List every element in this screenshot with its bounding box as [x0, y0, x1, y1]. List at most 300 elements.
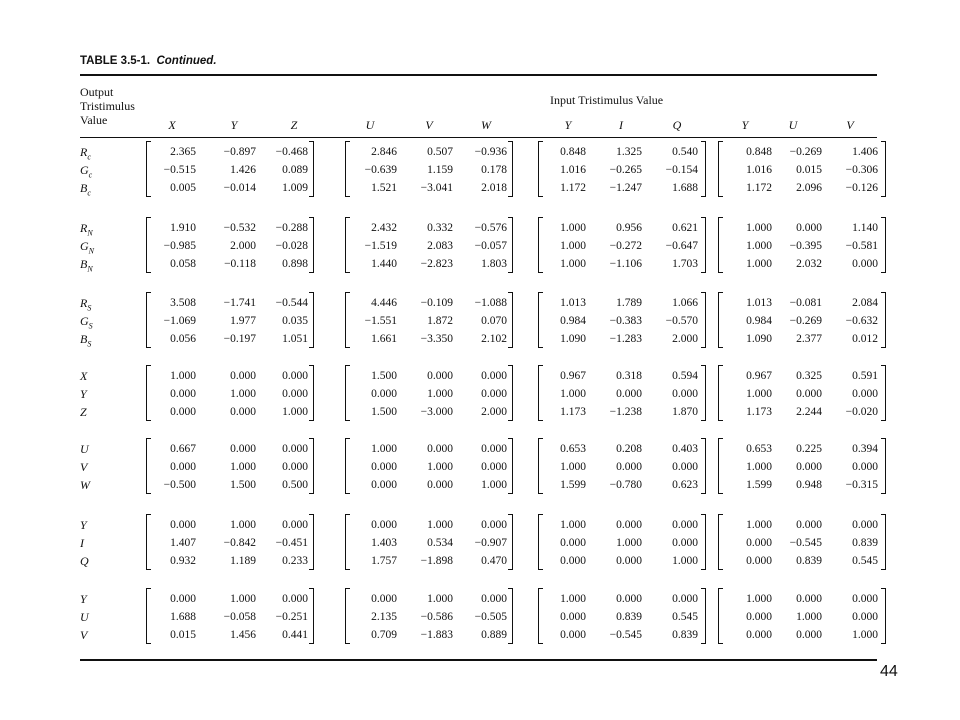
matrix-cell: 1.000: [560, 593, 586, 605]
matrix: [538, 438, 706, 494]
row-label-main: V: [80, 460, 88, 474]
matrix-cell: 1.325: [616, 146, 642, 158]
matrix-cell: 0.000: [560, 629, 586, 641]
matrix-cell: −0.395: [789, 240, 822, 252]
column-header: V: [425, 118, 433, 132]
matrix-cell: 1.803: [481, 258, 507, 270]
matrix-cell: 1.406: [852, 146, 878, 158]
matrix-cell: 2.365: [170, 146, 196, 158]
matrix-cell: 0.594: [672, 370, 698, 382]
matrix-cell: 1.977: [230, 315, 256, 327]
matrix-cell: 1.000: [560, 240, 586, 252]
right-bracket: [701, 514, 706, 570]
row-label-main: B: [80, 181, 88, 195]
matrix: [538, 514, 706, 570]
matrix-cell: −0.985: [163, 240, 196, 252]
matrix-cell: 0.000: [746, 629, 772, 641]
matrix: [718, 588, 886, 644]
matrix-cell: 0.839: [672, 629, 698, 641]
matrix-cell: 1.000: [746, 258, 772, 270]
matrix-cell: 1.000: [230, 519, 256, 531]
matrix-cell: 1.000: [230, 593, 256, 605]
row-label-main: U: [80, 442, 89, 456]
matrix-cell: 1.000: [560, 461, 586, 473]
matrix-cell: 0.056: [170, 333, 196, 345]
matrix-cell: 0.507: [427, 146, 453, 158]
matrix-cell: 0.000: [796, 629, 822, 641]
row-label-main: B: [80, 332, 88, 346]
matrix-cell: 0.000: [672, 519, 698, 531]
matrix-cell: −0.315: [845, 479, 878, 491]
right-bracket: [881, 141, 886, 197]
matrix-cell: 0.889: [481, 629, 507, 641]
matrix-cell: 1.872: [427, 315, 453, 327]
matrix-cell: 1.000: [560, 222, 586, 234]
matrix-cell: 0.000: [616, 593, 642, 605]
matrix-cell: 0.000: [852, 461, 878, 473]
matrix-cell: 1.870: [672, 406, 698, 418]
matrix-cell: 0.898: [282, 258, 308, 270]
matrix-cell: 0.839: [796, 555, 822, 567]
matrix-cell: 3.508: [170, 297, 196, 309]
matrix: [146, 141, 314, 197]
matrix-cell: 1.066: [672, 297, 698, 309]
matrix-cell: −0.632: [845, 315, 878, 327]
matrix-cell: 1.000: [746, 461, 772, 473]
matrix: [718, 141, 886, 197]
matrix-cell: −1.088: [474, 297, 507, 309]
column-header: Y: [230, 118, 238, 132]
row-label: [80, 314, 93, 330]
matrix-cell: 0.000: [672, 388, 698, 400]
matrix-cell: 0.000: [230, 406, 256, 418]
right-bracket: [881, 365, 886, 421]
matrix-cell: 0.848: [560, 146, 586, 158]
matrix-cell: 1.000: [371, 443, 397, 455]
column-header: W: [481, 118, 491, 132]
matrix-cell: 1.661: [371, 333, 397, 345]
matrix-cell: 0.000: [560, 611, 586, 623]
matrix-cell: −0.505: [474, 611, 507, 623]
row-label: [80, 478, 90, 494]
right-bracket: [508, 588, 513, 644]
row-label: [80, 628, 87, 644]
matrix-cell: 0.000: [796, 388, 822, 400]
row-label-main: G: [80, 239, 89, 253]
matrix: [146, 438, 314, 494]
matrix-cell: −1.883: [420, 629, 453, 641]
row-label-main: U: [80, 610, 89, 624]
matrix: [146, 514, 314, 570]
matrix-cell: 1.173: [746, 406, 772, 418]
matrix-cell: 1.000: [746, 519, 772, 531]
matrix-cell: 0.000: [170, 461, 196, 473]
matrix: [718, 514, 886, 570]
matrix-cell: 0.623: [672, 479, 698, 491]
matrix-cell: −0.647: [665, 240, 698, 252]
matrix-cell: 1.599: [560, 479, 586, 491]
matrix-cell: −0.515: [163, 164, 196, 176]
matrix: [345, 514, 513, 570]
matrix-cell: −0.118: [224, 258, 256, 270]
matrix-cell: 1.000: [852, 629, 878, 641]
matrix-cell: 2.244: [796, 406, 822, 418]
matrix-cell: 1.403: [371, 537, 397, 549]
matrix-cell: 0.839: [852, 537, 878, 549]
matrix-cell: 0.000: [170, 406, 196, 418]
page-number: 44: [880, 663, 898, 680]
matrix-cell: 2.096: [796, 182, 822, 194]
row-label-main: Q: [80, 554, 89, 568]
matrix-cell: 2.000: [230, 240, 256, 252]
matrix-cell: 0.000: [170, 593, 196, 605]
matrix-cell: −0.126: [845, 182, 878, 194]
matrix-cell: 0.000: [746, 555, 772, 567]
row-label: [80, 554, 89, 570]
matrix-cell: −0.842: [223, 537, 256, 549]
matrix-cell: 0.000: [672, 537, 698, 549]
matrix-cell: 1.189: [230, 555, 256, 567]
matrix-cell: 1.789: [616, 297, 642, 309]
row-label-main: R: [80, 221, 88, 235]
row-label-main: R: [80, 145, 88, 159]
matrix-cell: 1.000: [230, 461, 256, 473]
right-bracket: [881, 588, 886, 644]
matrix-cell: 0.000: [560, 537, 586, 549]
matrix-cell: 1.016: [560, 164, 586, 176]
right-bracket: [701, 141, 706, 197]
row-label-subscript: N: [87, 264, 93, 274]
column-header: Y: [564, 118, 572, 132]
right-bracket: [881, 292, 886, 348]
matrix-cell: 0.709: [371, 629, 397, 641]
matrix-cell: 1.140: [852, 222, 878, 234]
matrix-cell: −0.581: [845, 240, 878, 252]
matrix-cell: 0.035: [282, 315, 308, 327]
matrix-cell: 1.051: [282, 333, 308, 345]
matrix-cell: 4.446: [371, 297, 397, 309]
matrix-cell: 0.015: [170, 629, 196, 641]
matrix-cell: 0.394: [852, 443, 878, 455]
matrix-cell: −0.570: [665, 315, 698, 327]
matrix-cell: 0.000: [481, 519, 507, 531]
matrix-cell: 1.426: [230, 164, 256, 176]
row-label-main: V: [80, 628, 88, 642]
row-label: [80, 369, 87, 385]
matrix-cell: 0.000: [481, 461, 507, 473]
matrix-cell: 1.000: [481, 479, 507, 491]
row-label: [80, 145, 91, 161]
right-bracket: [309, 365, 314, 421]
column-header: Y: [741, 118, 749, 132]
matrix: [146, 588, 314, 644]
matrix-cell: 1.000: [230, 388, 256, 400]
matrix-cell: 0.967: [560, 370, 586, 382]
matrix-cell: 2.032: [796, 258, 822, 270]
matrix-cell: 0.000: [481, 443, 507, 455]
matrix-cell: 0.545: [672, 611, 698, 623]
matrix-cell: 1.016: [746, 164, 772, 176]
table-subtitle: Continued.: [156, 55, 217, 67]
row-label-main: Z: [80, 405, 87, 419]
matrix-cell: −0.269: [789, 146, 822, 158]
matrix-cell: 0.000: [616, 461, 642, 473]
matrix-cell: 0.000: [282, 388, 308, 400]
matrix-cell: 1.407: [170, 537, 196, 549]
bottom-rule: [80, 659, 877, 661]
matrix-cell: −1.106: [609, 258, 642, 270]
row-label-subscript: N: [87, 228, 93, 238]
right-bracket: [309, 292, 314, 348]
matrix-cell: −0.544: [275, 297, 308, 309]
matrix-cell: 1.000: [560, 258, 586, 270]
matrix-cell: 0.000: [230, 370, 256, 382]
matrix: [718, 292, 886, 348]
matrix-cell: 1.500: [371, 406, 397, 418]
matrix-cell: −0.081: [789, 297, 822, 309]
matrix: [146, 217, 314, 273]
row-label: [80, 405, 87, 421]
row-label-main: G: [80, 163, 89, 177]
matrix: [345, 292, 513, 348]
matrix-cell: 1.440: [371, 258, 397, 270]
matrix-cell: 1.688: [170, 611, 196, 623]
matrix-cell: −0.269: [789, 315, 822, 327]
right-bracket: [508, 141, 513, 197]
right-bracket: [701, 292, 706, 348]
matrix-cell: 0.956: [616, 222, 642, 234]
matrix: [345, 588, 513, 644]
matrix-cell: −0.154: [665, 164, 698, 176]
row-label: [80, 536, 84, 552]
matrix-cell: 2.018: [481, 182, 507, 194]
matrix-cell: 0.325: [796, 370, 822, 382]
matrix-cell: −0.936: [474, 146, 507, 158]
matrix-cell: 0.000: [616, 388, 642, 400]
right-bracket: [309, 438, 314, 494]
matrix-cell: 0.000: [371, 388, 397, 400]
column-header: U: [788, 118, 798, 132]
matrix-cell: 1.009: [282, 182, 308, 194]
matrix-cell: 0.000: [852, 611, 878, 623]
right-bracket: [508, 438, 513, 494]
row-label: [80, 592, 87, 608]
matrix-cell: 2.135: [371, 611, 397, 623]
matrix-cell: −0.383: [609, 315, 642, 327]
matrix-cell: −0.020: [845, 406, 878, 418]
table-title: [80, 55, 217, 67]
matrix-cell: 2.083: [427, 240, 453, 252]
matrix: [345, 217, 513, 273]
matrix-cell: 0.000: [672, 461, 698, 473]
matrix-cell: −0.545: [609, 629, 642, 641]
matrix-cell: 0.332: [427, 222, 453, 234]
matrix-cell: 0.000: [746, 537, 772, 549]
matrix-cell: 1.000: [427, 519, 453, 531]
column-header: U: [365, 118, 375, 132]
column-header: X: [168, 118, 176, 132]
matrix-cell: 0.000: [371, 519, 397, 531]
matrix-cell: 1.688: [672, 182, 698, 194]
matrix-cell: 0.000: [371, 461, 397, 473]
matrix-cell: 0.653: [746, 443, 772, 455]
matrix-cell: −1.898: [420, 555, 453, 567]
matrix-cell: 0.000: [616, 555, 642, 567]
matrix-cell: 0.070: [481, 315, 507, 327]
matrix-cell: 0.000: [282, 593, 308, 605]
column-header: V: [846, 118, 854, 132]
matrix-cell: 0.000: [282, 370, 308, 382]
matrix: [718, 438, 886, 494]
matrix-cell: −1.741: [223, 297, 256, 309]
matrix-cell: 0.000: [427, 370, 453, 382]
row-label: [80, 181, 91, 197]
row-label-main: X: [80, 369, 88, 383]
matrix-cell: −1.519: [364, 240, 397, 252]
right-bracket: [309, 514, 314, 570]
matrix-cell: −0.028: [275, 240, 308, 252]
matrix-cell: 1.000: [560, 388, 586, 400]
matrix: [538, 365, 706, 421]
matrix-cell: 0.000: [427, 479, 453, 491]
matrix-cell: −0.500: [163, 479, 196, 491]
matrix-cell: 0.470: [481, 555, 507, 567]
matrix: [538, 588, 706, 644]
matrix-cell: −0.576: [474, 222, 507, 234]
right-bracket: [309, 217, 314, 273]
row-label: [80, 239, 94, 255]
matrix-cell: 1.521: [371, 182, 397, 194]
matrix-cell: 0.000: [796, 222, 822, 234]
matrix-cell: 1.456: [230, 629, 256, 641]
matrix-cell: 1.000: [282, 406, 308, 418]
matrix-cell: 0.178: [481, 164, 507, 176]
output-header-line3: Value: [80, 113, 108, 127]
matrix-cell: −0.586: [420, 611, 453, 623]
matrix-cell: −3.041: [420, 182, 453, 194]
matrix-cell: 0.000: [371, 593, 397, 605]
matrix: [538, 141, 706, 197]
matrix: [538, 217, 706, 273]
right-bracket: [309, 588, 314, 644]
row-label-subscript: S: [87, 303, 92, 313]
matrix-cell: 0.000: [481, 370, 507, 382]
matrix-cell: −1.551: [364, 315, 397, 327]
column-header: Z: [290, 118, 298, 132]
matrix-cell: 0.000: [427, 443, 453, 455]
row-label: [80, 518, 87, 534]
matrix-cell: 0.667: [170, 443, 196, 455]
row-label: [80, 332, 91, 348]
matrix-cell: −0.907: [474, 537, 507, 549]
row-label: [80, 442, 89, 458]
matrix-cell: 2.377: [796, 333, 822, 345]
matrix-cell: 1.013: [560, 297, 586, 309]
matrix-cell: 0.015: [796, 164, 822, 176]
matrix-cell: 0.000: [616, 519, 642, 531]
matrix: [718, 365, 886, 421]
right-bracket: [508, 514, 513, 570]
matrix-cell: −0.780: [609, 479, 642, 491]
right-bracket: [508, 217, 513, 273]
matrix-cell: 0.984: [746, 315, 772, 327]
matrix-cell: 1.000: [672, 555, 698, 567]
row-label-main: I: [80, 536, 84, 550]
right-bracket: [309, 141, 314, 197]
matrix-cell: 0.005: [170, 182, 196, 194]
matrix-cell: 1.000: [427, 461, 453, 473]
matrix-cell: 0.591: [852, 370, 878, 382]
right-bracket: [508, 365, 513, 421]
matrix-cell: 2.432: [371, 222, 397, 234]
matrix-cell: 0.534: [427, 537, 453, 549]
matrix-cell: −2.823: [420, 258, 453, 270]
matrix-cell: 1.000: [616, 537, 642, 549]
matrix-cell: −0.014: [223, 182, 256, 194]
matrix-cell: 1.599: [746, 479, 772, 491]
matrix-cell: −0.545: [789, 537, 822, 549]
matrix-cell: 0.000: [170, 519, 196, 531]
row-label-main: Y: [80, 387, 87, 401]
matrix: [345, 438, 513, 494]
matrix-cell: 0.208: [616, 443, 642, 455]
matrix-cell: 1.000: [427, 388, 453, 400]
matrix-cell: 1.500: [230, 479, 256, 491]
matrix-cell: −1.069: [163, 315, 196, 327]
matrix-cell: 0.000: [796, 519, 822, 531]
matrix-cell: 0.621: [672, 222, 698, 234]
matrix-cell: −0.451: [275, 537, 308, 549]
row-label-main: Y: [80, 592, 87, 606]
output-header-line2: Tristimulus: [80, 99, 135, 113]
matrix-cell: −3.000: [420, 406, 453, 418]
matrix-cell: 1.173: [560, 406, 586, 418]
matrix-cell: 0.225: [796, 443, 822, 455]
matrix-cell: −0.468: [275, 146, 308, 158]
matrix-cell: 0.000: [852, 593, 878, 605]
matrix-cell: −3.350: [420, 333, 453, 345]
matrix-cell: 1.172: [560, 182, 586, 194]
matrix-cell: −1.238: [609, 406, 642, 418]
matrix: [345, 365, 513, 421]
matrix-cell: 0.000: [481, 388, 507, 400]
matrix: [718, 217, 886, 273]
matrix-cell: 1.000: [427, 593, 453, 605]
matrix-cell: −0.265: [609, 164, 642, 176]
row-label: [80, 460, 87, 476]
matrix-cell: 0.000: [560, 555, 586, 567]
matrix-cell: 0.653: [560, 443, 586, 455]
matrix-cell: 1.000: [746, 222, 772, 234]
matrix-cell: 0.000: [282, 519, 308, 531]
matrix-cell: 0.441: [282, 629, 308, 641]
matrix-cell: 0.000: [852, 519, 878, 531]
matrix-cell: 0.089: [282, 164, 308, 176]
matrix-cell: 2.084: [852, 297, 878, 309]
matrix-cell: −0.197: [223, 333, 256, 345]
matrix-cell: −0.306: [845, 164, 878, 176]
matrix-cell: 0.500: [282, 479, 308, 491]
matrix-cell: 2.102: [481, 333, 507, 345]
row-label: [80, 296, 91, 312]
matrix-cell: −0.272: [609, 240, 642, 252]
matrix-cell: 0.848: [746, 146, 772, 158]
matrix-cell: 0.403: [672, 443, 698, 455]
matrix-cell: −0.251: [275, 611, 308, 623]
matrix-cell: 1.500: [371, 370, 397, 382]
matrix-cell: 0.012: [852, 333, 878, 345]
matrix-cell: 1.000: [746, 593, 772, 605]
